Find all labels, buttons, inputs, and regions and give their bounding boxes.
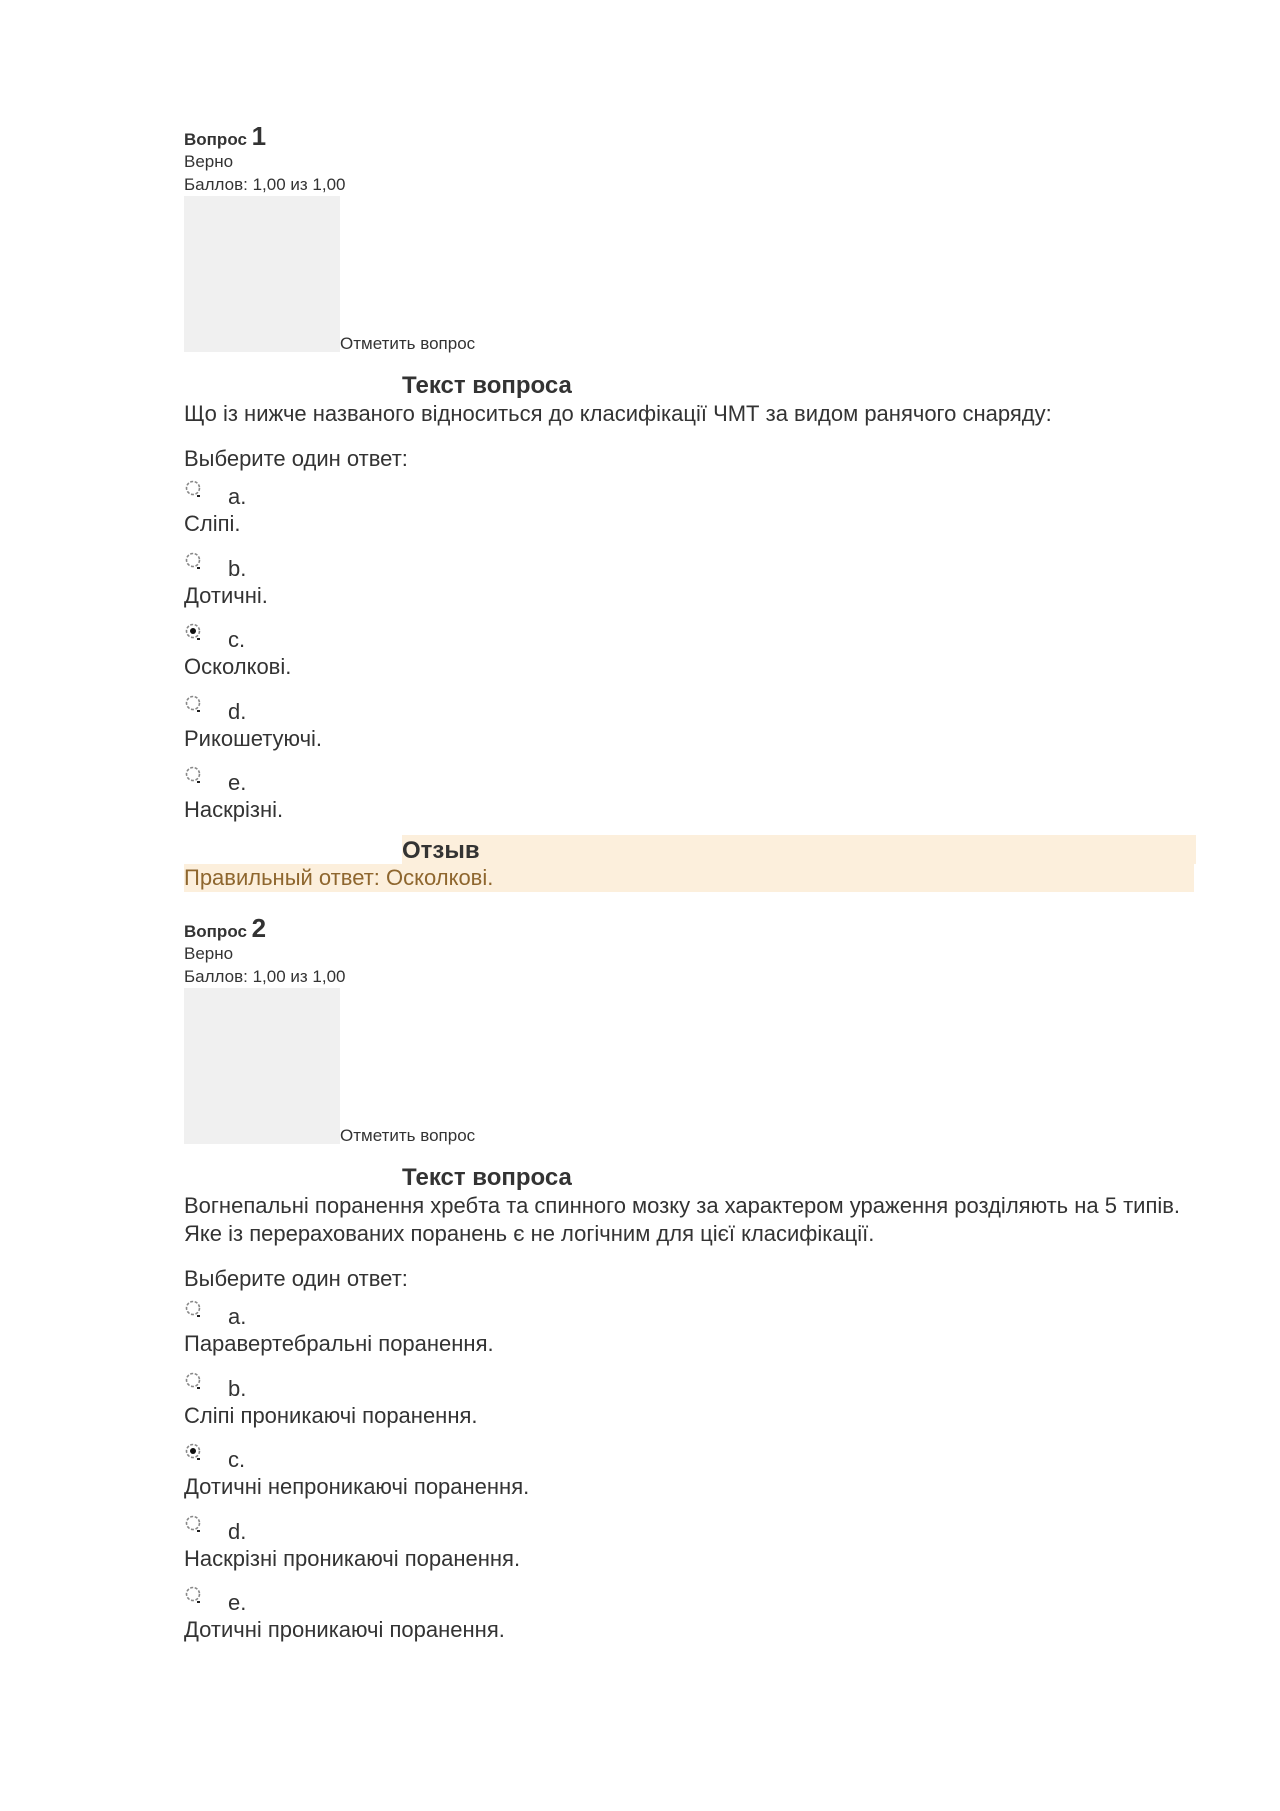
answer-text: Наскрізні. (184, 797, 284, 822)
question-2 (184, 913, 1196, 1651)
radio-checked-icon[interactable] (184, 622, 204, 642)
question-text-heading: Текст вопроса (402, 372, 572, 399)
answer-option[interactable] (184, 688, 1196, 760)
flag-question-link[interactable]: Отметить вопрос (340, 1126, 476, 1145)
answer-letter: c. (228, 627, 246, 652)
answer-list (184, 473, 1196, 831)
flag-question-link[interactable]: Отметить вопрос (340, 334, 476, 353)
radio-checked-icon[interactable] (184, 1442, 204, 1462)
question-state: Верно (184, 944, 234, 963)
feedback-heading: Отзыв (402, 835, 1196, 864)
question-grade: Баллов: 1,00 из 1,00 (184, 967, 346, 986)
answer-option[interactable] (184, 545, 1196, 617)
answer-text: Рикошетуючі. (184, 725, 323, 751)
question-label: Вопрос (184, 130, 247, 149)
answer-text: Сліпі проникаючі поранення. (184, 1402, 478, 1428)
radio-unchecked-icon[interactable] (184, 765, 204, 785)
radio-unchecked-icon[interactable] (184, 551, 204, 571)
flag-question-row[interactable] (184, 988, 1196, 1144)
radio-unchecked-icon[interactable] (184, 479, 204, 499)
answer-letter: e. (228, 770, 247, 795)
answer-letter: b. (228, 1375, 247, 1401)
answer-text: Дотичні непроникаючі поранення. (184, 1474, 530, 1499)
answer-option[interactable] (184, 1579, 1196, 1651)
answer-letter: d. (228, 1518, 247, 1544)
answer-prompt: Выберите один ответ: (184, 1266, 408, 1291)
answer-prompt: Выберите один ответ: (184, 446, 408, 471)
answer-letter: d. (228, 698, 247, 724)
radio-unchecked-icon[interactable] (184, 694, 204, 714)
radio-unchecked-icon[interactable] (184, 1371, 204, 1391)
question-text-heading: Текст вопроса (402, 1164, 572, 1191)
question-grade: Баллов: 1,00 из 1,00 (184, 175, 346, 194)
answer-option[interactable] (184, 759, 1196, 831)
question-number-value: 1 (251, 121, 267, 151)
question-number (184, 121, 1196, 151)
question-number-value: 2 (251, 913, 267, 943)
answer-list (184, 1293, 1196, 1651)
answer-text: Дотичні. (184, 582, 268, 608)
answer-option[interactable] (184, 616, 1196, 688)
flag-icon[interactable] (184, 988, 340, 1144)
answer-letter: a. (228, 1304, 247, 1329)
radio-unchecked-icon[interactable] (184, 1585, 204, 1605)
right-answer: Правильный ответ: Осколкові. (184, 864, 1194, 892)
answer-text: Наскрізні проникаючі поранення. (184, 1545, 521, 1571)
flag-question-row[interactable] (184, 196, 1196, 352)
radio-unchecked-icon[interactable] (184, 1299, 204, 1319)
question-text: Вогнепальні поранення хребта та спинного мозку за характером ураження розділяють на 5 типів. Яке із перерахованих поранень є не логічним для цієї класифікації. (184, 1193, 1181, 1246)
answer-option[interactable] (184, 1365, 1196, 1437)
answer-text: Дотичні проникаючі поранення. (184, 1617, 505, 1642)
answer-letter: c. (228, 1447, 246, 1472)
answer-text: Осколкові. (184, 654, 292, 679)
answer-option[interactable] (184, 1508, 1196, 1580)
answer-option[interactable] (184, 1436, 1196, 1508)
question-text: Що із нижче названого відноситься до класифікації ЧМТ за видом ранячого снаряду: (184, 401, 1052, 426)
question-state: Верно (184, 152, 234, 171)
answer-letter: a. (228, 484, 247, 509)
flag-icon[interactable] (184, 196, 340, 352)
answer-text: Паравертебральні поранення. (184, 1331, 494, 1356)
question-1 (184, 121, 1196, 893)
radio-unchecked-icon[interactable] (184, 1514, 204, 1534)
question-number (184, 913, 1196, 943)
question-label: Вопрос (184, 922, 247, 941)
answer-letter: b. (228, 555, 247, 581)
feedback (184, 835, 1196, 893)
answer-option[interactable] (184, 1293, 1196, 1365)
answer-text: Сліпі. (184, 511, 241, 536)
answer-option[interactable] (184, 473, 1196, 545)
answer-letter: e. (228, 1590, 247, 1615)
